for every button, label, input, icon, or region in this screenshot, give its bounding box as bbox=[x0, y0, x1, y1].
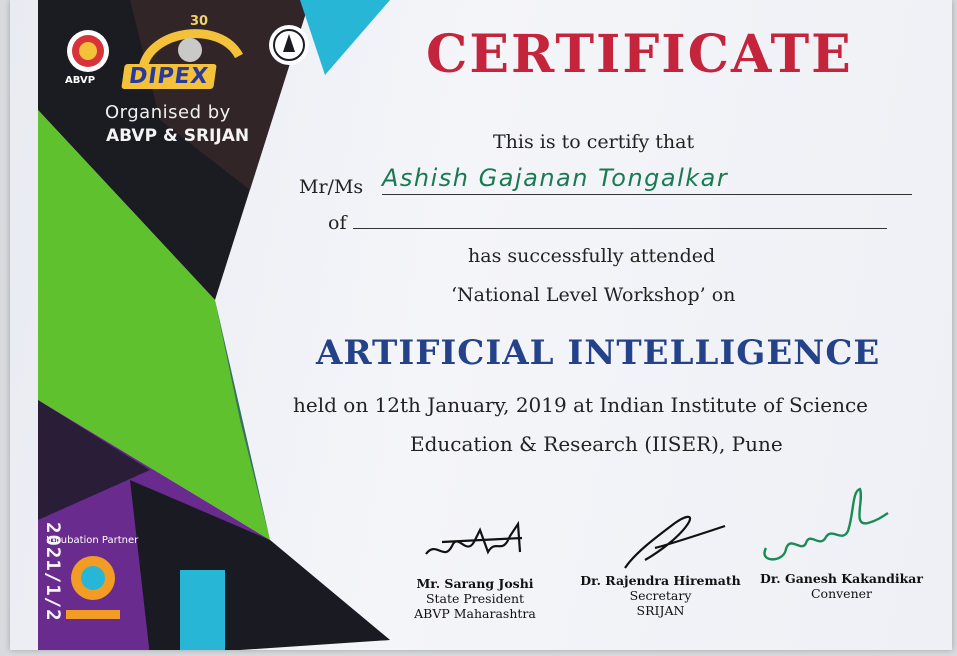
signature-2-icon bbox=[615, 508, 730, 573]
dipex-logo-label: DIPEX bbox=[121, 64, 216, 89]
incubation-partner-logo-icon bbox=[62, 552, 124, 622]
abvp-logo-icon bbox=[65, 28, 111, 74]
recipient-name: Ashish Gajanan Tongalkar bbox=[382, 164, 729, 192]
signatory-2 bbox=[573, 573, 748, 618]
signatory-1-role: State President bbox=[425, 591, 525, 606]
signatory-3-role: Convener bbox=[810, 586, 873, 601]
signatory-2-role: Secretary bbox=[629, 588, 692, 603]
signatory-1-name: Mr. Sarang Joshi bbox=[416, 576, 534, 591]
photo-date-stamp: 2021/1/2 bbox=[42, 522, 64, 622]
srijan-logo-icon bbox=[266, 22, 312, 68]
certificate-paper bbox=[10, 0, 952, 650]
attended-line: has successfully attended bbox=[468, 245, 716, 267]
signature-3-icon bbox=[756, 483, 896, 568]
signatory-1 bbox=[402, 576, 548, 621]
signatory-2-name: Dr. Rajendra Hiremath bbox=[580, 573, 741, 588]
name-prefix: Mr/Ms bbox=[299, 176, 364, 198]
held-line-2: Education & Research (IISER), Pune bbox=[410, 432, 783, 456]
of-label: of bbox=[328, 212, 347, 234]
organised-by-label: Organised by bbox=[105, 102, 231, 123]
workshop-line: ‘National Level Workshop’ on bbox=[451, 284, 736, 306]
signatory-1-org: ABVP Maharashtra bbox=[414, 606, 536, 621]
held-line-1: held on 12th January, 2019 at Indian Institute of Science bbox=[293, 393, 869, 417]
dipex-anniversary: 30 bbox=[190, 14, 209, 29]
certificate-title: CERTIFICATE bbox=[426, 24, 853, 85]
signature-1-icon bbox=[422, 512, 532, 574]
signatory-3 bbox=[754, 571, 929, 601]
abvp-logo-label: ABVP bbox=[65, 75, 96, 86]
organisers-label: ABVP & SRIJAN bbox=[106, 126, 250, 146]
certify-line: This is to certify that bbox=[493, 131, 695, 153]
signatory-2-org: SRIJAN bbox=[636, 603, 685, 618]
signatory-3-name: Dr. Ganesh Kakandikar bbox=[760, 571, 923, 586]
name-underline bbox=[382, 194, 912, 195]
workshop-subject: ARTIFICIAL INTELLIGENCE bbox=[316, 333, 881, 373]
of-underline bbox=[353, 228, 887, 229]
incubation-partner-label: Incubation Partner bbox=[46, 535, 139, 546]
